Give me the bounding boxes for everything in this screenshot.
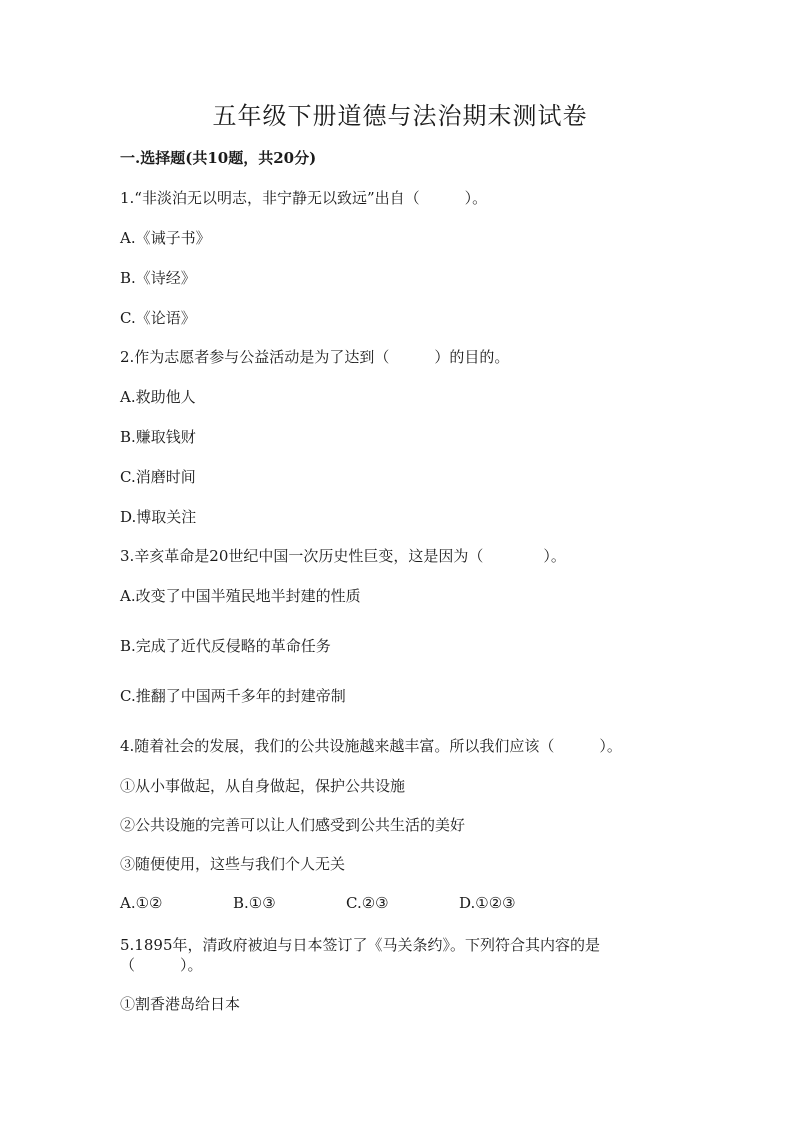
page-title: 五年级下册道德与法治期末测试卷 — [212, 102, 588, 130]
question-2-option-a: A.救助他人 — [120, 388, 196, 406]
question-4-option-a: A.①② — [120, 894, 163, 912]
question-2-stem: 2.作为志愿者参与公益活动是为了达到（ ）的目的。 — [120, 348, 510, 366]
question-4-statement-3: ③随便使用，这些与我们个人无关 — [120, 855, 346, 873]
question-2-option-d: D.博取关注 — [120, 508, 197, 526]
question-4-statement-2: ②公共设施的完善可以让人们感受到公共生活的美好 — [120, 816, 466, 834]
question-4-options — [120, 893, 572, 913]
section-heading: 一.选择题(共10题，共20分) — [120, 149, 317, 167]
question-5-stem-line-2: （ ）。 — [120, 956, 203, 974]
question-5-stem-line-1: 5.1895年，清政府被迫与日本签订了《马关条约》。下列符合其内容的是 — [120, 936, 600, 954]
question-1-option-c: C.《论语》 — [120, 309, 196, 327]
question-1-option-b: B.《诗经》 — [120, 269, 196, 287]
question-4-stem: 4.随着社会的发展，我们的公共设施越来越丰富。所以我们应该（ ）。 — [120, 737, 622, 755]
question-4-option-d: D.①②③ — [459, 894, 516, 912]
question-2-option-b: B.赚取钱财 — [120, 428, 196, 446]
question-1-option-a: A.《诫子书》 — [120, 229, 211, 247]
question-5-statement-1: ①割香港岛给日本 — [120, 995, 241, 1013]
question-3-option-c: C.推翻了中国两千多年的封建帝制 — [120, 687, 346, 705]
question-3-option-a: A.改变了中国半殖民地半封建的性质 — [120, 587, 361, 605]
question-4-option-c: C.②③ — [346, 894, 389, 912]
question-2-option-c: C.消磨时间 — [120, 468, 196, 486]
question-3-option-b: B.完成了近代反侵略的革命任务 — [120, 637, 331, 655]
question-3-stem: 3.辛亥革命是20世纪中国一次历史性巨变，这是因为（ ）。 — [120, 547, 566, 565]
question-4-statement-1: ①从小事做起，从自身做起，保护公共设施 — [120, 777, 406, 795]
question-4-option-b: B.①③ — [233, 894, 276, 912]
question-1-stem: 1.“非淡泊无以明志，非宁静无以致远”出自（ ）。 — [120, 189, 488, 207]
